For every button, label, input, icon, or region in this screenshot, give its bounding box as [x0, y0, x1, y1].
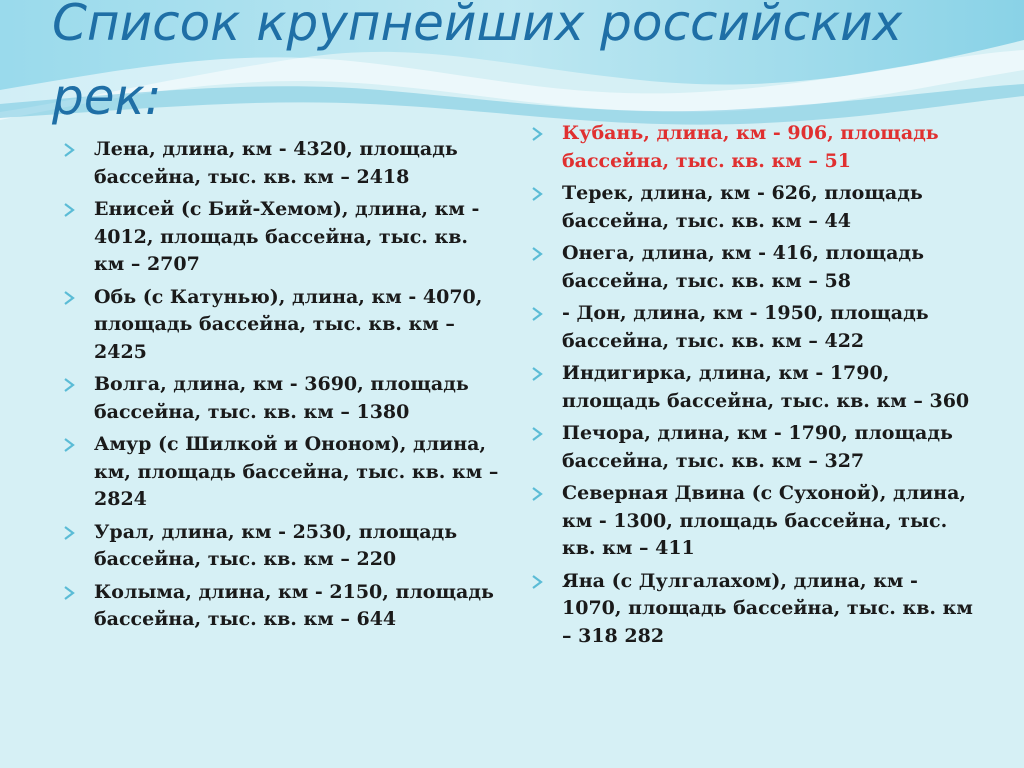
- river-text: Печора, длина, км - 1790, площадь бассейна, тыс. кв. км – 327: [562, 422, 953, 472]
- chevron-right-icon: [530, 182, 546, 206]
- list-item: [530, 300, 980, 355]
- chevron-right-icon: [530, 362, 546, 386]
- chevron-right-icon: [62, 433, 78, 457]
- chevron-right-icon: [530, 122, 546, 146]
- chevron-right-icon: [530, 570, 546, 594]
- list-item: [62, 579, 502, 634]
- river-text: Индигирка, длина, км - 1790, площадь бассейна, тыс. кв. км – 360: [562, 362, 970, 412]
- river-text: Терек, длина, км - 626, площадь бассейна, тыс. кв. км – 44: [562, 182, 923, 232]
- list-item: [62, 519, 502, 574]
- page-title: Список крупнейших российских рек:: [52, 0, 903, 126]
- list-item: [62, 371, 502, 426]
- chevron-right-icon: [62, 138, 78, 162]
- chevron-right-icon: [62, 581, 78, 605]
- river-text: - Дон, длина, км - 1950, площадь бассейна, тыс. кв. км – 422: [562, 302, 929, 352]
- chevron-right-icon: [62, 286, 78, 310]
- chevron-right-icon: [62, 373, 78, 397]
- river-text: Яна (с Дулгалахом), длина, км - 1070, площадь бассейна, тыс. кв. км – 318 282: [562, 569, 973, 647]
- river-text: Обь (с Катунью), длина, км - 4070, площадь бассейна, тыс. кв. км – 2425: [94, 285, 483, 363]
- river-text: Лена, длина, км - 4320, площадь бассейна, тыс. кв. км – 2418: [94, 138, 458, 188]
- river-text: Онега, длина, км - 416, площадь бассейна, тыс. кв. км – 58: [562, 242, 924, 292]
- right-river-list: [530, 120, 980, 655]
- list-item: [530, 240, 980, 295]
- left-river-list: [62, 136, 502, 639]
- list-item: [530, 180, 980, 235]
- river-text: Кубань, длина, км - 906, площадь бассейна, тыс. кв. км – 51: [562, 122, 939, 172]
- river-text: Северная Двина (с Сухоной), длина, км - 1300, площадь бассейна, тыс. кв. км – 411: [562, 482, 967, 559]
- river-text: Волга, длина, км - 3690, площадь бассейна, тыс. кв. км – 1380: [94, 373, 469, 423]
- chevron-right-icon: [62, 198, 78, 222]
- list-item: [62, 136, 502, 191]
- list-item: [530, 568, 980, 651]
- chevron-right-icon: [530, 302, 546, 326]
- chevron-right-icon: [62, 521, 78, 545]
- list-item: [530, 360, 980, 415]
- river-text: Амур (с Шилкой и Ононом), длина, км, площадь бассейна, тыс. кв. км – 2824: [94, 433, 499, 510]
- list-item: [62, 196, 502, 279]
- list-item: [62, 284, 502, 367]
- list-item: [530, 480, 980, 563]
- chevron-right-icon: [530, 482, 546, 506]
- river-text: Колыма, длина, км - 2150, площадь бассейна, тыс. кв. км – 644: [94, 580, 494, 630]
- list-item-highlighted: [530, 120, 980, 175]
- river-text: Урал, длина, км - 2530, площадь бассейна, тыс. кв. км – 220: [94, 520, 458, 570]
- river-text: Енисей (с Бий-Хемом), длина, км - 4012, площадь бассейна, тыс. кв. км – 2707: [94, 198, 480, 275]
- chevron-right-icon: [530, 242, 546, 266]
- list-item: [530, 420, 980, 475]
- list-item: [62, 431, 502, 514]
- chevron-right-icon: [530, 422, 546, 446]
